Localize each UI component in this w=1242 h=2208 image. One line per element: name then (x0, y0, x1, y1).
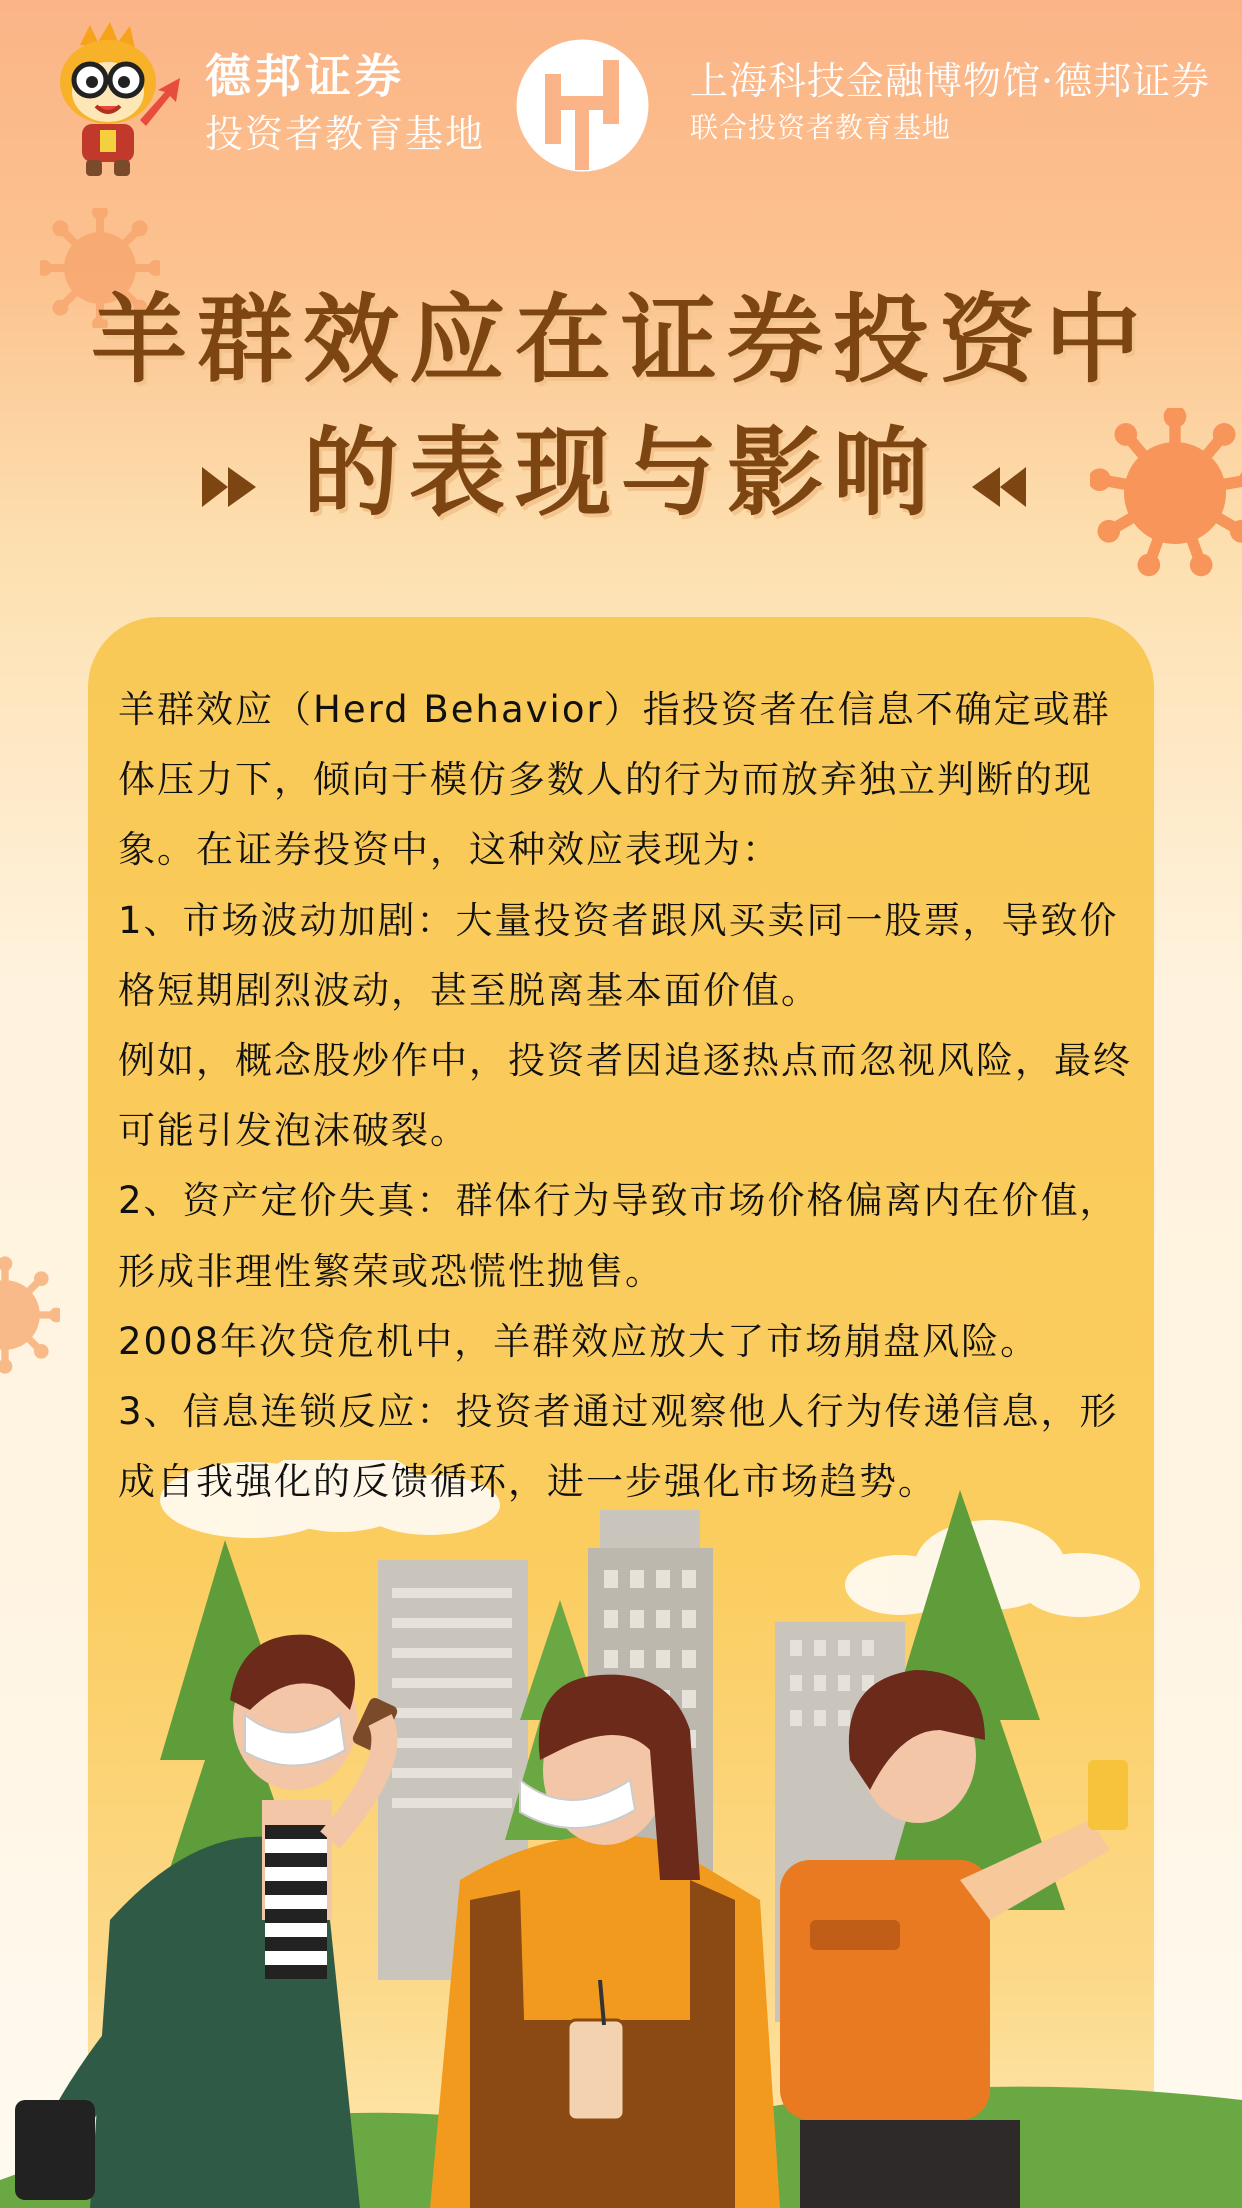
virus-icon (0, 1250, 60, 1380)
point-1: 1、市场波动加剧：大量投资者跟风买卖同一股票，导致价格短期剧烈波动，甚至脱离基本面价值。 (118, 898, 1119, 1012)
example-1: 例如，概念股炒作中，投资者因追逐热点而忽视风险，最终可能引发泡沫破裂。 (118, 1039, 1132, 1153)
brand-subtitle: 投资者教育基地 (205, 112, 486, 156)
mascot-icon (30, 20, 190, 180)
museum-line1: 上海科技金融博物馆·德邦证券 (690, 59, 1211, 103)
double-arrow-right-icon (200, 462, 260, 512)
title-line1: 羊群效应在证券投资中 (91, 284, 1151, 396)
museum-line2: 联合投资者教育基地 (690, 111, 952, 144)
point-2: 2、资产定价失真：群体行为导致市场价格偏离内在价值，形成非理性繁荣或恐慌性抛售。 (118, 1179, 1119, 1293)
example-2: 2008年次贷危机中，羊群效应放大了市场崩盘风险。 (118, 1319, 1040, 1363)
intro-paragraph: 羊群效应（Herd Behavior）指投资者在信息不确定或群体压力下，倾向于模仿多数人的行为而放弃独立判断的现象。在证券投资中，这种效应表现为： (118, 688, 1111, 872)
brand-name: 德邦证券 (205, 49, 405, 103)
museum-logo-icon (515, 38, 650, 173)
point-3: 3、信息连锁反应：投资者通过观察他人行为传递信息，形成自我强化的反馈循环，进一步强化市场趋势。 (118, 1390, 1119, 1504)
people-city-illustration (0, 1460, 1242, 2208)
double-arrow-left-icon (968, 462, 1028, 512)
brand (205, 48, 485, 164)
body-text (118, 675, 1133, 1517)
title-line2: 的表现与影响 (303, 417, 939, 529)
museum-name (690, 56, 1210, 150)
